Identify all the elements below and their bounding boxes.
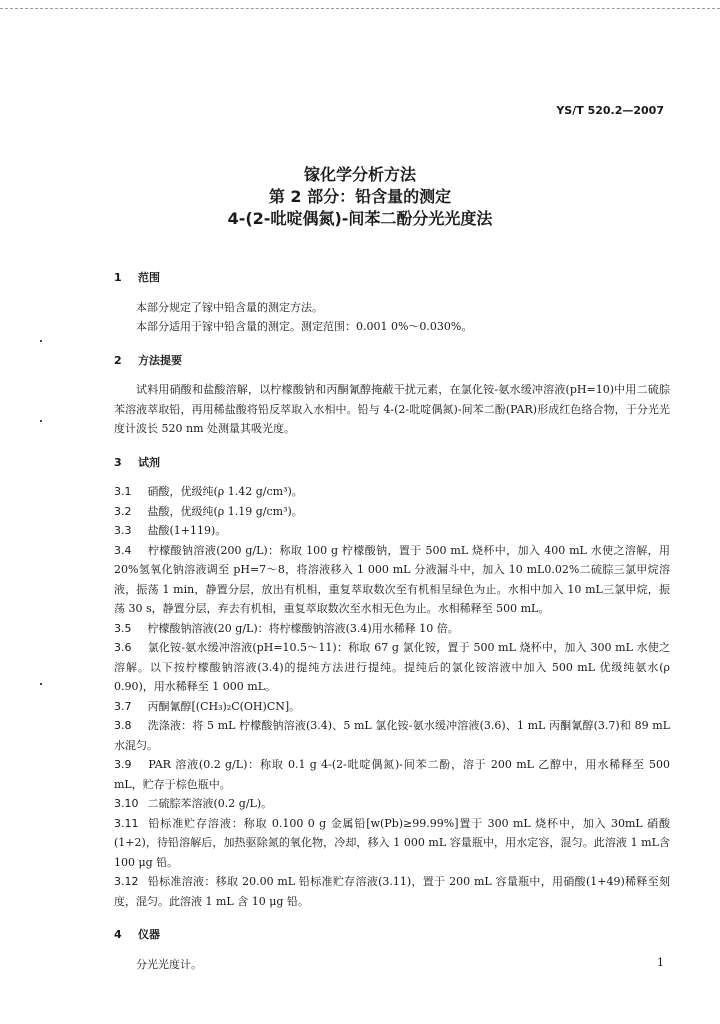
section-heading-reagents xyxy=(114,453,670,473)
reagent-item xyxy=(114,697,670,717)
paragraph: 分光光度计。 xyxy=(136,957,202,971)
item-text: 二硫腙苯溶液(0.2 g/L)。 xyxy=(147,797,273,810)
item-number: 3.12 xyxy=(114,875,139,888)
item-text: 柠檬酸钠溶液(200 g/L)：称取 100 g 柠檬酸钠，置于 500 mL 烧杯中，加入 400 mL 水使之溶解，用 20%氢氧化钠溶液调至 pH=7～8，将溶液移入 1 000 mL 分液漏斗中，加入 10 mL0.02%二硫腙三氯甲烷溶液，振荡 1 min，静置分层，放出有机相，重复萃取数次至有机相呈绿色为止。水相中加入 10 mL三氯甲烷，振荡 30 s，静置分层，弃去有机相，重复萃取数次至水相无色为止。水相稀释至 500 mL。 xyxy=(114,543,671,615)
item-number: 3.6 xyxy=(114,641,132,654)
reagent-item xyxy=(114,638,670,697)
section-title: 试剂 xyxy=(138,455,160,469)
section-number: 4 xyxy=(114,928,122,941)
item-text: 铅标准贮存溶液：称取 0.100 0 g 金属铅[w(Pb)≥99.99%]置于 300 mL 烧杯中，加入 30mL 硝酸(1+2)，待铅溶解后，加热驱除氮的氧化物，冷却，移入 1 000 mL 容量瓶中，用水定容，混匀。此溶液 1 mL含 100 μg 铅。 xyxy=(114,816,670,869)
reagent-item xyxy=(114,814,670,873)
item-text: 洗涤液：将 5 mL 柠檬酸钠溶液(3.4)、5 mL 氯化铵-氨水缓冲溶液(3.6)、1 mL 丙酮氰醇(3.7)和 89 mL 水混匀。 xyxy=(114,719,670,752)
item-text: 盐酸，优级纯(ρ 1.19 g/cm³)。 xyxy=(147,504,303,518)
reagent-item xyxy=(114,872,670,911)
section-title: 仪器 xyxy=(138,928,160,941)
item-number: 3.2 xyxy=(114,504,132,518)
section-number: 2 xyxy=(114,353,122,367)
item-number: 3.9 xyxy=(114,758,132,771)
section-number: 1 xyxy=(114,271,122,284)
item-number: 3.4 xyxy=(114,543,132,557)
item-number: 3.5 xyxy=(114,621,132,635)
document-body xyxy=(114,268,670,974)
scan-speck xyxy=(40,340,42,342)
paragraph: 本部分适用于镓中铅含量的测定。测定范围：0.001 0%～0.030%。 xyxy=(136,320,473,333)
item-number: 3.8 xyxy=(114,719,132,732)
section-heading-apparatus xyxy=(114,925,670,945)
item-number: 3.10 xyxy=(114,797,139,810)
paragraph: 本部分规定了镓中铅含量的测定方法。 xyxy=(136,300,323,314)
page-number: 1 xyxy=(657,956,664,969)
reagent-item xyxy=(114,541,670,619)
section-heading-method xyxy=(114,351,670,371)
title-line-2: 第 2 部分：铅含量的测定 xyxy=(268,187,452,206)
section-title: 范围 xyxy=(138,271,160,284)
paragraph: 试料用硝酸和盐酸溶解，以柠檬酸钠和丙酮氰醇掩蔽干扰元素，在氯化铵-氨水缓冲溶液(pH=10)中用二硫腙苯溶液萃取铅，再用稀盐酸将铅反萃取入水相中。铅与 4-(2-吡啶偶氮)-间苯二酚(PAR)形成红色络合物，于分光光度计波长 520 nm 处测量其吸光度。 xyxy=(114,383,670,435)
section-heading-scope xyxy=(114,268,670,288)
reagent-item xyxy=(114,794,670,814)
section-number: 3 xyxy=(114,455,122,469)
reagent-item xyxy=(114,716,670,755)
reagent-item xyxy=(114,502,670,522)
standard-code: YS/T 520.2—2007 xyxy=(556,104,664,117)
item-number: 3.1 xyxy=(114,485,132,498)
item-text: 铅标准溶液：移取 20.00 mL 铅标准贮存溶液(3.11)，置于 200 mL 容量瓶中，用硝酸(1+49)稀释至刻度，混匀。此溶液 1 mL 含 10 μg 铅。 xyxy=(114,875,670,908)
item-text: PAR 溶液(0.2 g/L)：称取 0.1 g 4-(2-吡啶偶氮)-间苯二酚，溶于 200 mL 乙醇中，用水稀释至 500 mL，贮存于棕色瓶中。 xyxy=(114,758,670,791)
reagent-item xyxy=(114,619,670,639)
document-title xyxy=(0,164,720,230)
item-text: 丙酮氰醇[(CH₃)₂C(OH)CN]。 xyxy=(147,699,301,713)
item-number: 3.11 xyxy=(114,816,139,830)
scan-speck xyxy=(40,683,42,685)
title-line-3: 4-(2-吡啶偶氮)-间苯二酚分光光度法 xyxy=(227,209,493,228)
reagent-item xyxy=(114,521,670,541)
item-text: 硝酸，优级纯(ρ 1.42 g/cm³)。 xyxy=(147,485,303,498)
item-text: 盐酸(1+119)。 xyxy=(147,524,227,537)
item-text: 柠檬酸钠溶液(20 g/L)：将柠檬酸钠溶液(3.4)用水稀释 10 倍。 xyxy=(147,621,459,635)
item-number: 3.7 xyxy=(114,699,132,713)
reagent-item xyxy=(114,755,670,794)
scan-edge-line xyxy=(0,8,720,9)
item-number: 3.3 xyxy=(114,524,132,537)
reagent-item xyxy=(114,482,670,502)
section-title: 方法提要 xyxy=(138,353,182,367)
item-text: 氯化铵-氨水缓冲溶液(pH=10.5～11)：称取 67 g 氯化铵，置于 500 mL 烧杯中，加入 300 mL 水使之溶解。以下按柠檬酸钠溶液(3.4)的提纯方法进行提纯。提纯后的氯化铵溶液中加入 500 mL 优级纯氨水(ρ 0.90)，用水稀释至 1 000 mL。 xyxy=(114,641,671,693)
title-line-1: 镓化学分析方法 xyxy=(303,165,416,184)
scan-speck xyxy=(40,420,42,422)
